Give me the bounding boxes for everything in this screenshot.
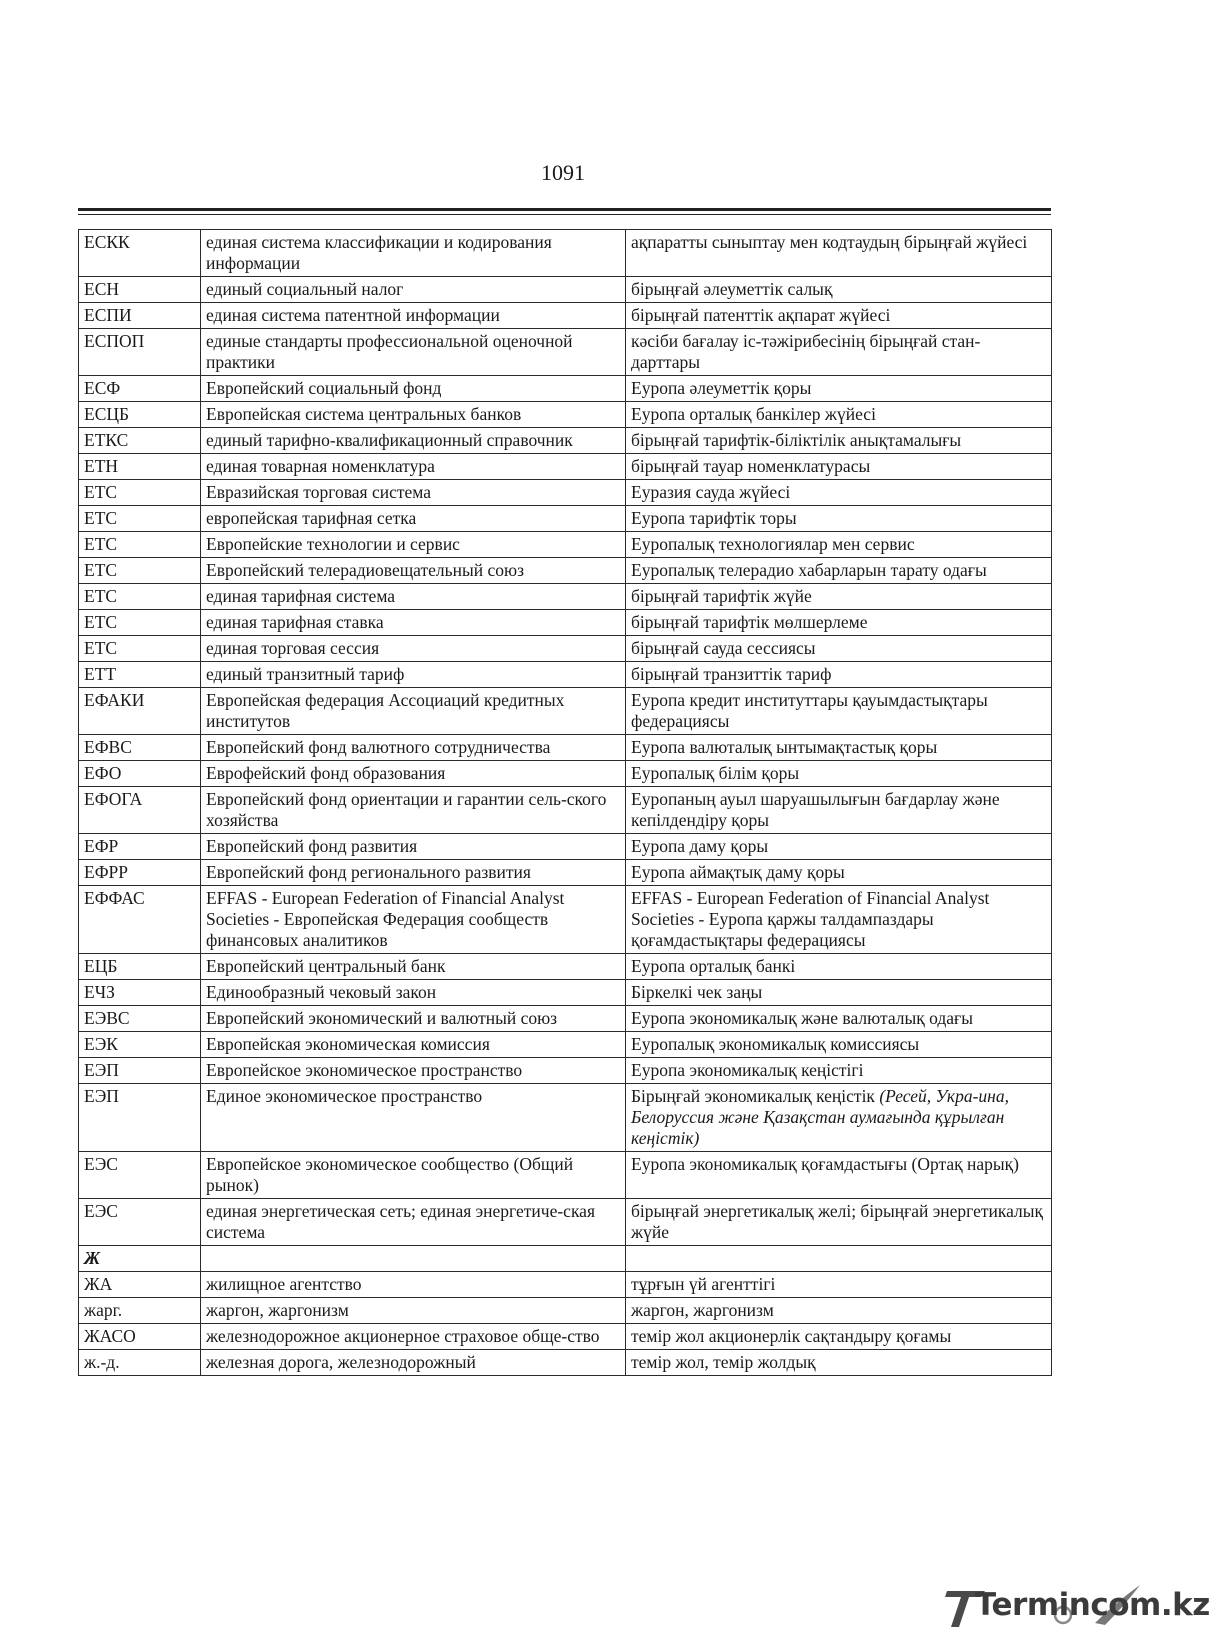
kazakh-term-cell: темір жол, темір жолдық: [626, 1350, 1052, 1376]
russian-term-cell: железная дорога, железнодорожный: [201, 1350, 626, 1376]
russian-term-cell: Европейское экономическое пространство: [201, 1058, 626, 1084]
abbreviation-cell: ЕСКК: [79, 230, 201, 277]
table-row: [79, 636, 1052, 662]
abbreviation-cell: ЕЭС: [79, 1199, 201, 1246]
abbreviation-cell: ЖА: [79, 1272, 201, 1298]
russian-term-cell: европейская тарифная сетка: [201, 506, 626, 532]
russian-term-cell: Европейский телерадиовещательный союз: [201, 558, 626, 584]
table-row: [79, 1324, 1052, 1350]
table-row: [79, 688, 1052, 735]
kazakh-term-cell: жаргон, жаргонизм: [626, 1298, 1052, 1324]
russian-term-cell: единая тарифная система: [201, 584, 626, 610]
table-row: [79, 1246, 1052, 1272]
abbreviation-cell: ЕТС: [79, 558, 201, 584]
russian-term-cell: Евразийская торговая система: [201, 480, 626, 506]
kazakh-term-cell: Еуропа орталық банкі: [626, 954, 1052, 980]
kazakh-term-cell: Еуропа тарифтік торы: [626, 506, 1052, 532]
table-row: [79, 610, 1052, 636]
russian-term-cell: Европейская система центральных банков: [201, 402, 626, 428]
russian-term-cell: Единообразный чековый закон: [201, 980, 626, 1006]
russian-term-cell: Единое экономическое пространство: [201, 1084, 626, 1152]
table-row: [79, 735, 1052, 761]
russian-term-cell: жаргон, жаргонизм: [201, 1298, 626, 1324]
kazakh-term-cell: Еуропа аймақтық даму қоры: [626, 860, 1052, 886]
logo-text: Termincom.kz: [975, 1587, 1210, 1623]
section-letter-row: [79, 1246, 1052, 1272]
russian-term-cell: Европейский фонд ориентации и гарантии сель-ского хозяйства: [201, 787, 626, 834]
table-row: [79, 1084, 1052, 1152]
abbreviation-cell: ЕТС: [79, 506, 201, 532]
section-letter: Ж: [79, 1246, 201, 1272]
table-row: [79, 584, 1052, 610]
russian-term-cell: единая товарная номенклатура: [201, 454, 626, 480]
header-rule-thick: [78, 208, 1051, 211]
table-row: [79, 376, 1052, 402]
russian-term-cell: Еврофейский фонд образования: [201, 761, 626, 787]
kazakh-term-cell: Еуропалық экономикалық комиссиясы: [626, 1032, 1052, 1058]
glossary-body-e: [79, 230, 1052, 1084]
russian-term-cell: единый социальный налог: [201, 277, 626, 303]
table-row: [79, 980, 1052, 1006]
kazakh-term-cell: Еуропаның ауыл шаруашылығын бағдарлау және кепілдендіру қоры: [626, 787, 1052, 834]
abbreviation-cell: ЕФРР: [79, 860, 201, 886]
abbreviation-cell: ЕЭП: [79, 1084, 201, 1152]
russian-term-cell: железнодорожное акционерное страховое обще-ство: [201, 1324, 626, 1350]
table-row: [79, 834, 1052, 860]
kazakh-term-cell: Еуропа валюталық ынтымақтастық қоры: [626, 735, 1052, 761]
abbreviation-cell: ЕСЦБ: [79, 402, 201, 428]
russian-term-cell: Европейские технологии и сервис: [201, 532, 626, 558]
table-row: [79, 329, 1052, 376]
table-row: [79, 662, 1052, 688]
abbreviation-cell: ЕТС: [79, 532, 201, 558]
watermark-logo: [945, 1583, 1210, 1633]
abbreviation-cell: ЕСПИ: [79, 303, 201, 329]
kazakh-term-cell: Еуропалық телерадио хабарларын тарату одағы: [626, 558, 1052, 584]
kazakh-term-cell: Еуропа орталық банкілер жүйесі: [626, 402, 1052, 428]
russian-term-cell: Европейский центральный банк: [201, 954, 626, 980]
glossary-table: [78, 229, 1052, 1376]
abbreviation-cell: ЕФР: [79, 834, 201, 860]
kazakh-term-cell: бірыңғай энергетикалық желі; бірыңғай энергетикалық жүйе: [626, 1199, 1052, 1246]
kazakh-term-main: Бірыңғай экономикалық кеңістік: [631, 1086, 880, 1106]
russian-term-cell: единый тарифно-квалификационный справочник: [201, 428, 626, 454]
russian-term-cell: единая система классификации и кодирования информации: [201, 230, 626, 277]
kazakh-term-cell: Еуропа экономикалық және валюталық одағы: [626, 1006, 1052, 1032]
kazakh-term-cell: темір жол акционерлік сақтандыру қоғамы: [626, 1324, 1052, 1350]
table-row: [79, 761, 1052, 787]
abbreviation-cell: ЖАСО: [79, 1324, 201, 1350]
kazakh-term-cell: бірыңғай тарифтік мөлшерлеме: [626, 610, 1052, 636]
abbreviation-cell: ЕТС: [79, 610, 201, 636]
table-row: [79, 480, 1052, 506]
abbreviation-cell: ЕЦБ: [79, 954, 201, 980]
abbreviation-cell: ЕФАКИ: [79, 688, 201, 735]
abbreviation-cell: ЕТТ: [79, 662, 201, 688]
kazakh-term-cell: Еуропа экономикалық кеңістігі: [626, 1058, 1052, 1084]
russian-term-cell: Европейская экономическая комиссия: [201, 1032, 626, 1058]
kazakh-term-cell: бірыңғай тарифтік жүйе: [626, 584, 1052, 610]
kazakh-term-cell: [626, 1084, 1052, 1152]
abbreviation-cell: ЕТКС: [79, 428, 201, 454]
kazakh-term-cell: Біркелкі чек заңы: [626, 980, 1052, 1006]
abbreviation-cell: ЕЧЗ: [79, 980, 201, 1006]
russian-term-cell: единая энергетическая сеть; единая энергетиче-ская система: [201, 1199, 626, 1246]
table-row: [79, 1272, 1052, 1298]
kazakh-term-cell: бірыңғай патенттік ақпарат жүйесі: [626, 303, 1052, 329]
russian-term-cell: единая тарифная ставка: [201, 610, 626, 636]
table-row: [79, 954, 1052, 980]
glossary-row-eep-unified: [79, 1084, 1052, 1152]
kazakh-term-cell: Еуропалық технологиялар мен сервис: [626, 532, 1052, 558]
russian-term-cell: единая система патентной информации: [201, 303, 626, 329]
russian-term-cell: единые стандарты профессиональной оценочной практики: [201, 329, 626, 376]
kazakh-term-cell: Еуропа даму қоры: [626, 834, 1052, 860]
kazakh-term-cell: ақпаратты сыныптау мен кодтаудың бірыңғай жүйесі: [626, 230, 1052, 277]
russian-term-cell: Европейский экономический и валютный союз: [201, 1006, 626, 1032]
table-row: [79, 1350, 1052, 1376]
table-row: [79, 402, 1052, 428]
abbreviation-cell: ж.-д.: [79, 1350, 201, 1376]
abbreviation-cell: ЕФО: [79, 761, 201, 787]
table-row: [79, 1298, 1052, 1324]
abbreviation-cell: ЕСН: [79, 277, 201, 303]
table-row: [79, 277, 1052, 303]
kazakh-term-cell: бірыңғай сауда сессиясы: [626, 636, 1052, 662]
russian-term-cell: Европейский фонд развития: [201, 834, 626, 860]
russian-term-cell: Европейский фонд регионального развития: [201, 860, 626, 886]
abbreviation-cell: ЕТС: [79, 480, 201, 506]
abbreviation-cell: ЕФОГА: [79, 787, 201, 834]
abbreviation-cell: ЕФВС: [79, 735, 201, 761]
table-row: [79, 1006, 1052, 1032]
kazakh-term-cell: бірыңғай транзиттік тариф: [626, 662, 1052, 688]
russian-term-cell: Европейская федерация Ассоциаций кредитных институтов: [201, 688, 626, 735]
header-rule-thin: [78, 214, 1051, 215]
table-row: [79, 558, 1052, 584]
kazakh-term-cell: кәсіби бағалау іс-тәжірибесінің бірыңғай стан-дарттары: [626, 329, 1052, 376]
table-row: [79, 454, 1052, 480]
empty-cell: [201, 1246, 626, 1272]
russian-term-cell: единая торговая сессия: [201, 636, 626, 662]
kazakh-term-cell: Еуропа кредит институттары қауымдастықтары федерациясы: [626, 688, 1052, 735]
table-row: [79, 1199, 1052, 1246]
russian-term-cell: единый транзитный тариф: [201, 662, 626, 688]
abbreviation-cell: ЕЭП: [79, 1058, 201, 1084]
kazakh-term-cell: Еуропалық білім қоры: [626, 761, 1052, 787]
table-row: [79, 1058, 1052, 1084]
table-row: [79, 506, 1052, 532]
abbreviation-cell: ЕСФ: [79, 376, 201, 402]
page-number: 1091: [541, 160, 585, 185]
abbreviation-cell: ЕЭС: [79, 1152, 201, 1199]
kazakh-term-cell: Еуропа әлеуметтік қоры: [626, 376, 1052, 402]
kazakh-term-cell: бірыңғай әлеуметтік салық: [626, 277, 1052, 303]
table-row: [79, 1152, 1052, 1199]
abbreviation-cell: ЕТН: [79, 454, 201, 480]
abbreviation-cell: ЕФФАС: [79, 886, 201, 954]
glossary-body-zh: [79, 1272, 1052, 1376]
abbreviation-cell: ЕТС: [79, 636, 201, 662]
table-row: [79, 886, 1052, 954]
table-row: [79, 303, 1052, 329]
kazakh-term-cell: бірыңғай тауар номенклатурасы: [626, 454, 1052, 480]
table-row: [79, 532, 1052, 558]
kazakh-term-cell: Еуропа экономикалық қоғамдастығы (Ортақ нарық): [626, 1152, 1052, 1199]
kazakh-term-note: (Ресей, Укра-ина, Белоруссия және Қазақстан аумағында құрылған кеңістік): [631, 1086, 1009, 1148]
table-row: [79, 1032, 1052, 1058]
abbreviation-cell: ЕЭВС: [79, 1006, 201, 1032]
russian-term-cell: жилищное агентство: [201, 1272, 626, 1298]
abbreviation-cell: ЕЭК: [79, 1032, 201, 1058]
russian-term-cell: Европейское экономическое сообщество (Общий рынок): [201, 1152, 626, 1199]
abbreviation-cell: жарг.: [79, 1298, 201, 1324]
table-row: [79, 230, 1052, 277]
kazakh-term-cell: бірыңғай тарифтік-біліктілік анықтамалығы: [626, 428, 1052, 454]
kazakh-term-cell: Еуразия сауда жүйесі: [626, 480, 1052, 506]
abbreviation-cell: ЕТС: [79, 584, 201, 610]
kazakh-term-cell: тұрғын үй агенттігі: [626, 1272, 1052, 1298]
table-row: [79, 428, 1052, 454]
table-row: [79, 860, 1052, 886]
glossary-body-e-tail: [79, 1152, 1052, 1246]
abbreviation-cell: ЕСПОП: [79, 329, 201, 376]
empty-cell: [626, 1246, 1052, 1272]
russian-term-cell: EFFAS - European Federation of Financial Analyst Societies - Европейская Федерация сообществ финансовых аналитиков: [201, 886, 626, 954]
russian-term-cell: Европейский социальный фонд: [201, 376, 626, 402]
table-row: [79, 787, 1052, 834]
russian-term-cell: Европейский фонд валютного сотрудничества: [201, 735, 626, 761]
kazakh-term-cell: EFFAS - European Federation of Financial Analyst Societies - Еуропа қаржы талдампаздары қоғамдастықтары федерациясы: [626, 886, 1052, 954]
